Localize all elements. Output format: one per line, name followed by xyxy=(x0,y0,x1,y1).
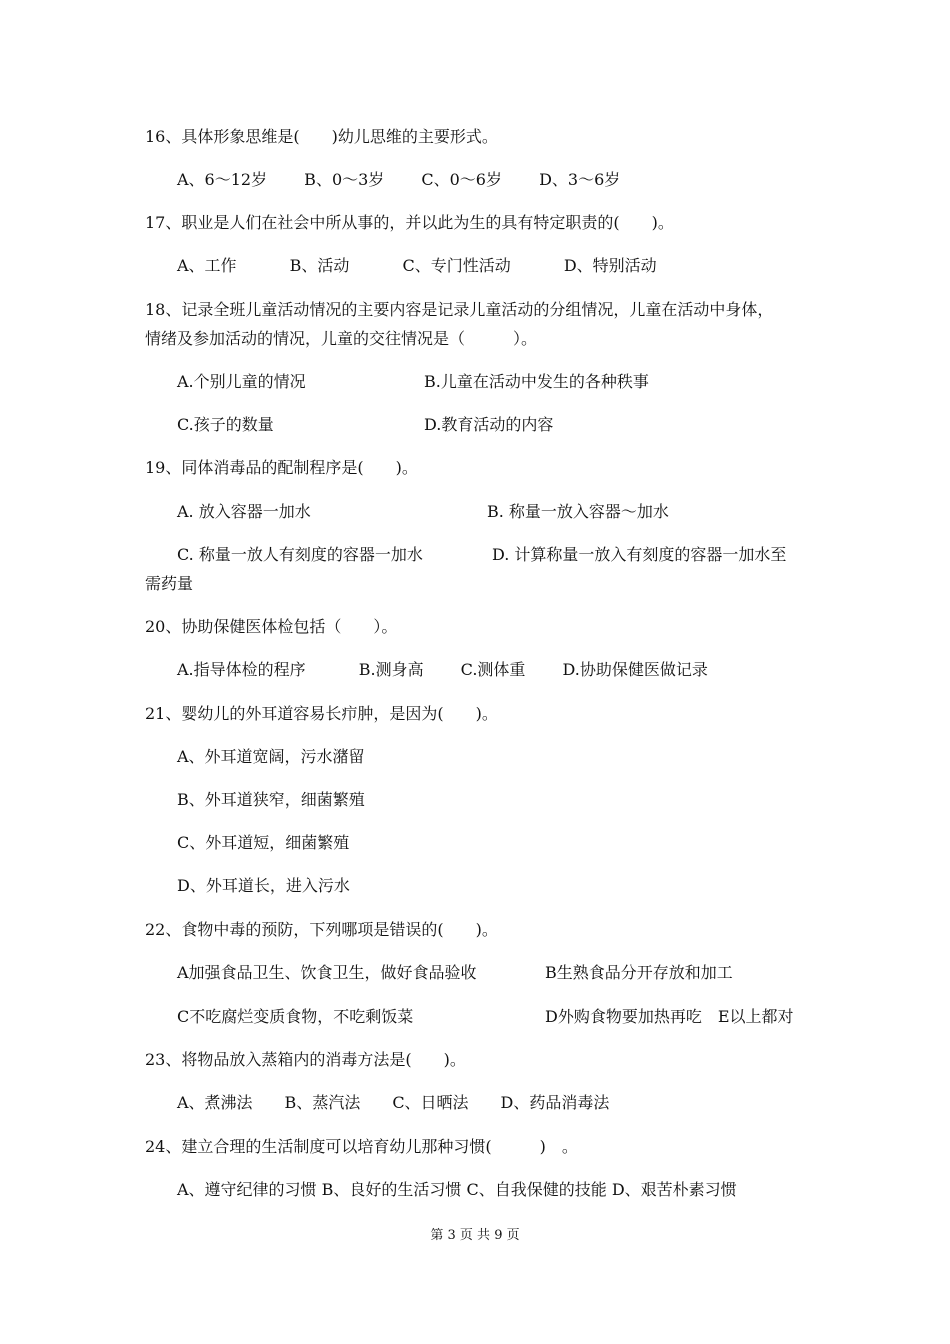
question-21-option-b: B、外耳道狭窄，细菌繁殖 xyxy=(177,790,365,809)
question-18-option-c: C.孩子的数量 xyxy=(177,415,274,434)
question-22-option-a: A加强食品卫生、饮食卫生，做好食品验收 xyxy=(177,963,477,982)
question-23-stem: 23、将物品放入蒸箱内的消毒方法是( )。 xyxy=(145,1050,466,1069)
question-21-option-a: A、外耳道宽阔，污水潴留 xyxy=(177,747,365,766)
page-footer: 第 3 页 共 9 页 xyxy=(430,1228,520,1243)
question-19-stem: 19、同体消毒品的配制程序是( )。 xyxy=(145,458,418,477)
question-22-option-d: D外购食物要加热再吃 E以上都对 xyxy=(545,1007,794,1026)
question-19-option-d-line2: 需药量 xyxy=(145,574,194,593)
question-21-option-d: D、外耳道长，进入污水 xyxy=(177,876,350,895)
question-18-option-d: D.教育活动的内容 xyxy=(424,415,554,434)
question-18-stem-line2: 情绪及参加活动的情况，儿童的交往情况是（ ）。 xyxy=(145,329,538,348)
question-17-options: A、工作 B、活动 C、专门性活动 D、特别活动 xyxy=(177,256,657,275)
question-22-option-c: C不吃腐烂变质食物，不吃剩饭菜 xyxy=(177,1007,414,1026)
question-20-stem: 20、协助保健医体检包括（ ）。 xyxy=(145,617,398,636)
question-21-stem: 21、婴幼儿的外耳道容易长疖肿，是因为( )。 xyxy=(145,704,498,723)
question-19-option-b: B. 称量一放入容器～加水 xyxy=(487,502,669,521)
question-24-stem: 24、建立合理的生活制度可以培育幼儿那种习惯( ) 。 xyxy=(145,1137,578,1156)
question-18-stem-line1: 18、记录全班儿童活动情况的主要内容是记录儿童活动的分组情况，儿童在活动中身体， xyxy=(145,300,774,319)
question-23-options: A、煮沸法 B、蒸汽法 C、日晒法 D、药品消毒法 xyxy=(177,1093,610,1112)
question-17-stem: 17、职业是人们在社会中所从事的，并以此为生的具有特定职责的( )。 xyxy=(145,213,674,232)
question-24-options: A、遵守纪律的习惯 B、良好的生活习惯 C、自我保健的技能 D、艰苦朴素习惯 xyxy=(177,1180,737,1199)
question-19-option-d-line1: D. 计算称量一放入有刻度的容器一加水至 xyxy=(492,545,787,564)
question-16-options: A、6～12岁 B、0～3岁 C、0～6岁 D、3～6岁 xyxy=(177,170,621,189)
question-21-option-c: C、外耳道短，细菌繁殖 xyxy=(177,833,350,852)
question-20-options: A.指导体检的程序 B.测身高 C.测体重 D.协助保健医做记录 xyxy=(177,660,708,679)
question-16-stem: 16、具体形象思维是( )幼儿思维的主要形式。 xyxy=(145,127,498,146)
question-18-option-a: A.个别儿童的情况 xyxy=(177,372,306,391)
question-22-option-b: B生熟食品分开存放和加工 xyxy=(545,963,733,982)
question-19-option-a: A. 放入容器一加水 xyxy=(177,502,311,521)
question-18-option-b: B.儿童在活动中发生的各种秩事 xyxy=(424,372,649,391)
question-22-stem: 22、食物中毒的预防，下列哪项是错误的( )。 xyxy=(145,920,498,939)
question-19-option-c: C. 称量一放人有刻度的容器一加水 xyxy=(177,545,423,564)
